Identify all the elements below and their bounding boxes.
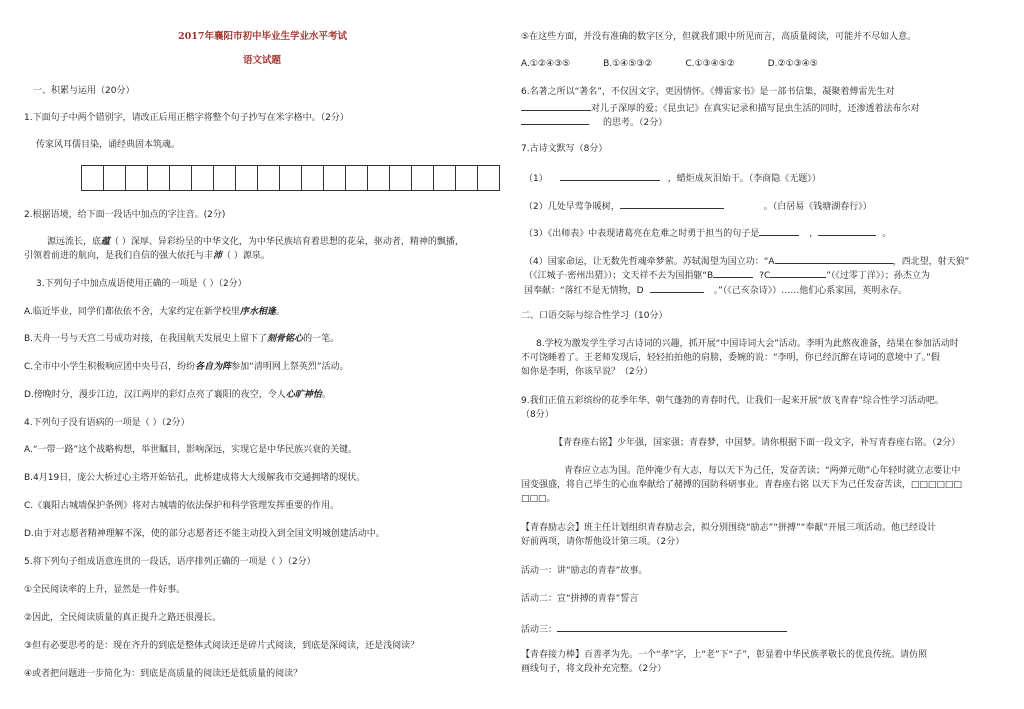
- grid-cell[interactable]: [280, 166, 302, 190]
- question-5-options: [521, 59, 818, 70]
- grid-cell[interactable]: [390, 166, 412, 190]
- question-4: 4.下列句子没有语病的一项是（ ）（2分）: [24, 418, 190, 428]
- question-5: 5.将下列句子组成语意连贯的一段话，语序排列正确的一项是（ ）（2分）: [24, 557, 316, 567]
- answer-blank[interactable]: [775, 254, 893, 264]
- question-4-option-b: B.4月19日，庞公大桥过心主塔开始钻孔，此桥建成将大大缓解我市交通拥堵的现状。: [24, 473, 366, 483]
- question-3-option-c: C.全市中小学生积极响应团中央号召，纷纷各自为阵参加“清明网上祭英烈”活动。: [24, 362, 349, 372]
- question-5-sentence-3: ③但有必要思考的是：现在齐升的到底是整体式阅读还是碎片式阅读，到底是深阅读，还是浅阅读？: [24, 641, 420, 651]
- option-c: C.①③④⑤②: [685, 59, 735, 69]
- activity-2: 活动二：宣“拼搏的青春”誓言: [521, 594, 639, 604]
- question-1: 1.下面句子中两个错别字，请改正后用正楷字将整个句子抄写在米字格中。（2分）: [24, 113, 349, 123]
- answer-blank[interactable]: [818, 226, 876, 236]
- grid-cell[interactable]: [148, 166, 170, 190]
- grid-cell[interactable]: [236, 166, 258, 190]
- answer-blank[interactable]: [521, 115, 589, 125]
- answer-blank[interactable]: [713, 268, 753, 278]
- question-8-line2: 不可饶睡着了。王老师发现后，轻轻拍拍他的肩膀，委婉的说：“李明，你已经沉醉在诗词的意境中了。”假: [521, 353, 940, 363]
- question-9b-line1: 【青春励志会】班主任计划组织青春励志会，拟分别围绕“励志”“拼搏”“奉献”开展三项活动。他已经设计: [521, 523, 936, 533]
- question-4-option-a: A.“一带一路”这个战略构想，举世瞩目，影响深远，实现它是中华民族兴衰的关键。: [24, 445, 358, 455]
- activity-1: 活动一：讲“励志的青春”故事。: [521, 566, 648, 576]
- grid-cell[interactable]: [324, 166, 346, 190]
- question-7-item-4-line1: （4）国家命运，让无数先哲魂牵梦萦。苏轼渴望为国立功：“A ，西北望，射天狼”: [524, 254, 969, 268]
- question-9-line1: 9.我们正值五彩缤纷的花季年华、朝气蓬勃的青春时代，让我们一起来开展“放飞青春”综合性学习活动吧。: [521, 396, 944, 406]
- option-b: B.①④⑤③②: [603, 59, 653, 69]
- question-8-line3: 如你是李明，你该早说？（2分）: [521, 367, 653, 377]
- question-6-line2: 对儿子深厚的爱；《昆虫记》在真实记录和描写昆虫生活的同时，还渗透着法布尔对: [521, 101, 920, 115]
- grid-cell[interactable]: [170, 166, 192, 190]
- question-5-sentence-4: ④或者把问题进一步简化为：到底是高质量的阅读还是低质量的阅读？: [24, 669, 303, 679]
- section-1-heading: 一、积累与运用（20分）: [33, 86, 135, 96]
- grid-cell[interactable]: [214, 166, 236, 190]
- question-9c-line2: 画线句子，将文段补充完整。（2分）: [521, 664, 667, 674]
- grid-cell[interactable]: [192, 166, 214, 190]
- question-3: 3.下列句子中加点成语使用正确的一项是（ ）（2分）: [36, 279, 247, 289]
- answer-blank[interactable]: [620, 199, 724, 209]
- option-d: D.②①③④⑤: [767, 59, 818, 69]
- question-9b-line2: 好前两项，请你帮他设计第三项。（2分）: [521, 537, 685, 547]
- exam-subtitle: 语文试题: [243, 55, 282, 66]
- answer-blank[interactable]: [650, 283, 704, 293]
- question-2-passage-line2: 引领着前进的航向，是我们自信的强大依托与丰沛（ ）源泉。: [24, 251, 270, 261]
- question-7-item-2: （2）几处早莺争暖树， 。（白居易《钱塘湖春行》）: [524, 199, 872, 213]
- grid-cell[interactable]: [126, 166, 148, 190]
- grid-cell[interactable]: [302, 166, 324, 190]
- question-9a-passage-line1: 青春应立志为国。范仲淹少有大志，每以天下为己任，发奋苦读；“两弹元勋”心年轻时就立志要让中: [564, 466, 961, 476]
- dotted-char: 蕴: [101, 237, 111, 247]
- answer-blank[interactable]: [521, 101, 591, 111]
- question-2: 2.根据语境，给下面一段话中加点的字注音。(2分): [24, 210, 226, 220]
- writing-grid[interactable]: [81, 165, 500, 191]
- question-6-line1: 6.名著之所以“著名”，不仅因文字，更因情怀。《傅雷家书》是一部书信集，凝聚着傅雷先生对: [521, 87, 895, 97]
- dotted-char: 沛: [213, 251, 223, 261]
- question-4-option-c: C.《襄阳古城墙保护条例》将对古城墙的依法保护和科学管理发挥重要的作用。: [24, 501, 340, 511]
- grid-cell[interactable]: [368, 166, 390, 190]
- question-7-item-3: （3）《出师表》中表现诸葛亮在危难之时勇于担当的句子是 ， 。: [524, 226, 891, 240]
- question-5-sentence-5: ⑤在这些方面，并没有准确的数字区分，但就我们眼中所见而言，高质量阅读，可能并不尽如人意。: [521, 32, 917, 42]
- question-1-sentence: 传家风耳儒目染，诵经典固本筑魂。: [36, 140, 181, 150]
- question-4-option-d: D.由于对志愿者精神理解不深，使的部分志愿者还不能主动投入到全国文明城创建活动中。: [24, 529, 385, 539]
- question-9a-passage-line2: 国变强盛，将自己毕生的心血奉献给了赭搏的国防科研事业。青春座右铭 以天下为己任发奋苦读，□□□□□□: [521, 480, 962, 490]
- question-3-option-d: D.傍晚时分，漫步江边，汉江两岸的彩灯点亮了襄阳的夜空，令人心旷神怡。: [24, 390, 331, 400]
- grid-cell[interactable]: [82, 166, 104, 190]
- option-a: A.①②④③⑤: [521, 59, 571, 69]
- grid-cell[interactable]: [104, 166, 126, 190]
- question-9a-prompt: 【青春座右铭】少年强，国家强；青春梦，中国梦。请你根据下面一段文字，补写青春座右铭。（2分）: [554, 438, 961, 448]
- grid-cell[interactable]: [456, 166, 478, 190]
- question-5-sentence-2: ②因此，全民阅读质量的真正提升之路还很漫长。: [24, 613, 222, 623]
- section-2-heading: 二、口语交际与综合性学习（10分）: [521, 311, 668, 321]
- question-7-item-4-line3: 国奉献：“落红不是无情物，D 。”（《己亥杂诗》）……他们心系家国，英明永存。: [524, 283, 907, 297]
- question-9c-line1: 【青春接力棒】百善孝为先。一个“孝”字，上“老”下“子”，彰显着中华民族孝敬长的优良传统。请仿照: [521, 650, 927, 660]
- grid-cell[interactable]: [478, 166, 500, 190]
- answer-blank[interactable]: [770, 268, 826, 278]
- question-7-item-4-line2: （《江城子·密州出猎》）；文天祥不去为国捐躯“B ?C ”（《过零丁洋》）；孙杰立为: [524, 268, 930, 282]
- question-3-option-b: B.天舟一号与天宫二号成功对接，在我国航天发展史上留下了刻骨铭心的一笔。: [24, 334, 340, 344]
- grid-cell[interactable]: [346, 166, 368, 190]
- question-9-line2: （8分）: [521, 410, 554, 420]
- grid-cell[interactable]: [434, 166, 456, 190]
- question-8-line1: 8.学校为激发学生学习古诗词的兴趣，抓开展“中国诗词大会”活动。李明为此熬夜准备，结果在参加活动时: [536, 339, 959, 349]
- question-9a-passage-line3: □□□。: [521, 494, 556, 504]
- grid-cell[interactable]: [258, 166, 280, 190]
- question-5-sentence-1: ①全民阅读率的上升，显然是一件好事。: [24, 585, 186, 595]
- answer-blank[interactable]: [759, 226, 799, 236]
- question-2-passage-line1: 源远流长，底蕴（ ）深厚、异彩纷呈的中华文化，为中华民族培育着思想的花朵，驱动者，精神的飘播，: [47, 237, 464, 247]
- answer-blank[interactable]: [560, 171, 660, 181]
- question-6-line3: 的思考。（2分）: [521, 115, 667, 129]
- activity-3: 活动三：: [521, 622, 787, 636]
- question-3-option-a: A.临近毕业，同学们都依依不舍，大家约定在新学校里序水相逢。: [24, 307, 285, 317]
- grid-cell[interactable]: [412, 166, 434, 190]
- answer-blank[interactable]: [557, 622, 787, 632]
- question-7: 7.古诗文默写（8分）: [521, 144, 608, 154]
- question-7-item-1: （1） ，蜡炬成灰泪始干。（李商隐《无题》）: [524, 171, 821, 185]
- exam-title: 2017年襄阳市初中毕业生学业水平考试: [178, 31, 347, 42]
